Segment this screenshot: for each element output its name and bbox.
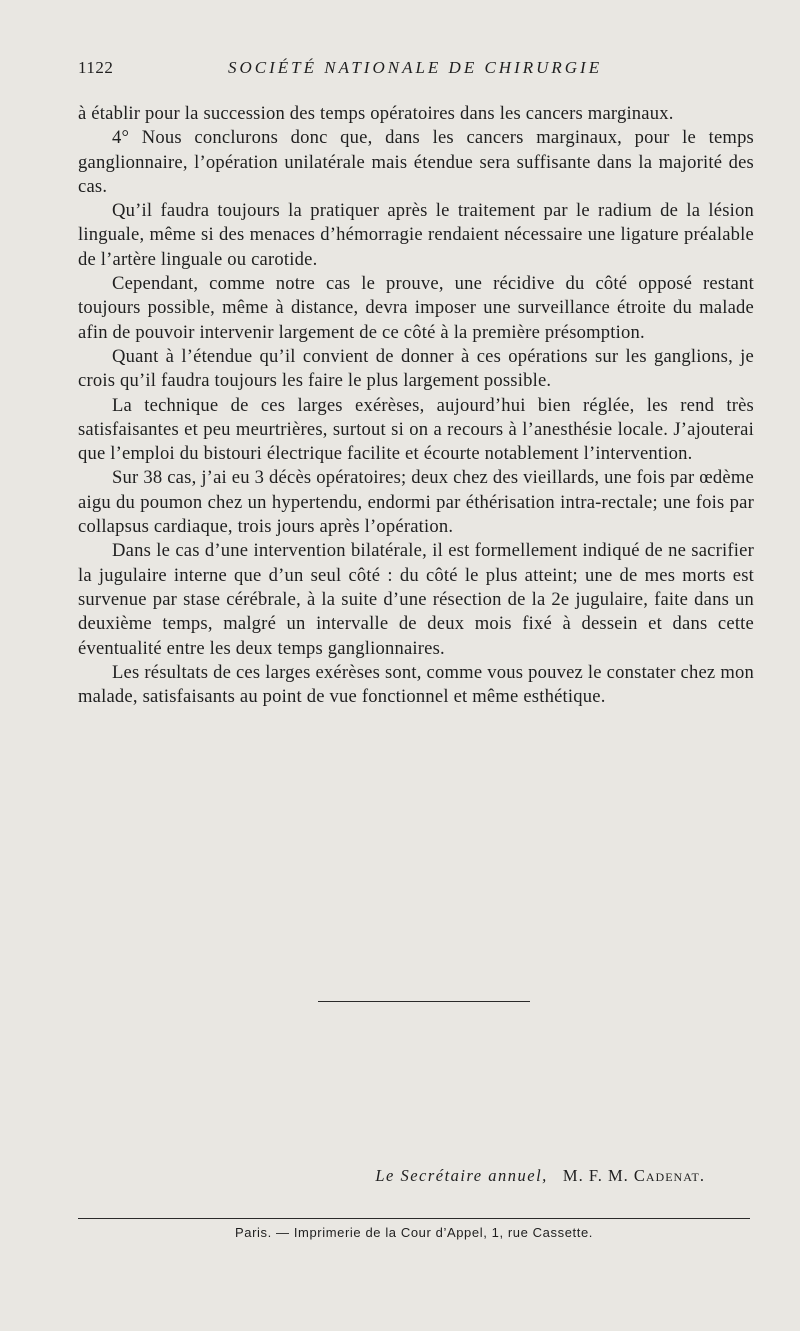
running-head: SOCIÉTÉ NATIONALE DE CHIRURGIE (228, 58, 603, 77)
paragraph: Quant à l’étendue qu’il convient de donner à ces opérations sur les ganglions, je crois qu’il faudra toujours les faire le plus largement possible. (78, 345, 754, 392)
article-body (78, 102, 754, 709)
paragraph: Dans le cas d’une intervention bilatérale, il est formellement indiqué de ne sacrifier la jugulaire interne que d’un seul côté : du côté le plus atteint; une de mes morts est survenue par stase cérébrale, à la suite d’une résection de la 2e jugulaire, faite dans un deuxième temps, malgré un intervalle de deux mois fixé à dessein et dans cette éventualité entre les deux temps ganglionnaires. (78, 540, 754, 659)
paragraph: Cependant, comme notre cas le prouve, une récidive du côté opposé restant toujours possible, même à distance, devra imposer une surveillance étroite du malade afin de pouvoir intervenir largement de ce côté à la première présomption. (78, 273, 754, 343)
printer-imprint: Paris. — Imprimerie de la Cour d’Appel, 1, rue Cassette. (234, 1225, 593, 1240)
paragraph: Les résultats de ces larges exérèses sont, comme vous pouvez le constater chez mon malade, satisfaisants au point de vue fonctionnel et même esthétique. (78, 661, 754, 708)
signature-role: Le Secrétaire annuel, (375, 1166, 548, 1185)
footer-divider (78, 1218, 750, 1219)
signature-name: M. F. M. Cadenat. (562, 1166, 705, 1185)
signature (375, 1166, 705, 1186)
section-divider (318, 1001, 530, 1002)
paragraph: à établir pour la succession des temps opératoires dans les cancers marginaux. (78, 103, 674, 124)
page-number: 1122 (78, 58, 114, 77)
paragraph: Qu’il faudra toujours la pratiquer après le traitement par le radium de la lésion linguale, même si des menaces d’hémorragie rendaient nécessaire une ligature préalable de l’artère linguale ou carotide. (78, 200, 754, 270)
paragraph: 4° Nous conclurons donc que, dans les cancers marginaux, pour le temps ganglionnaire, l’opération unilatérale mais étendue sera suffisante dans la majorité des cas. (78, 127, 754, 197)
paragraph: La technique de ces larges exérèses, aujourd’hui bien réglée, les rend très satisfaisantes et peu meurtrières, surtout si on a recours à l’anesthésie locale. J’ajouterai que l’emploi du bistouri électrique facilite et écourte notablement l’intervention. (78, 394, 754, 465)
page-header (78, 58, 754, 84)
paragraph: Sur 38 cas, j’ai eu 3 décès opératoires; deux chez des vieillards, une fois par œdème aigu du poumon chez un hypertendu, endormi par éthérisation intra-rectale; une fois par collapsus cardiaque, trois jours après l’opération. (78, 467, 754, 538)
